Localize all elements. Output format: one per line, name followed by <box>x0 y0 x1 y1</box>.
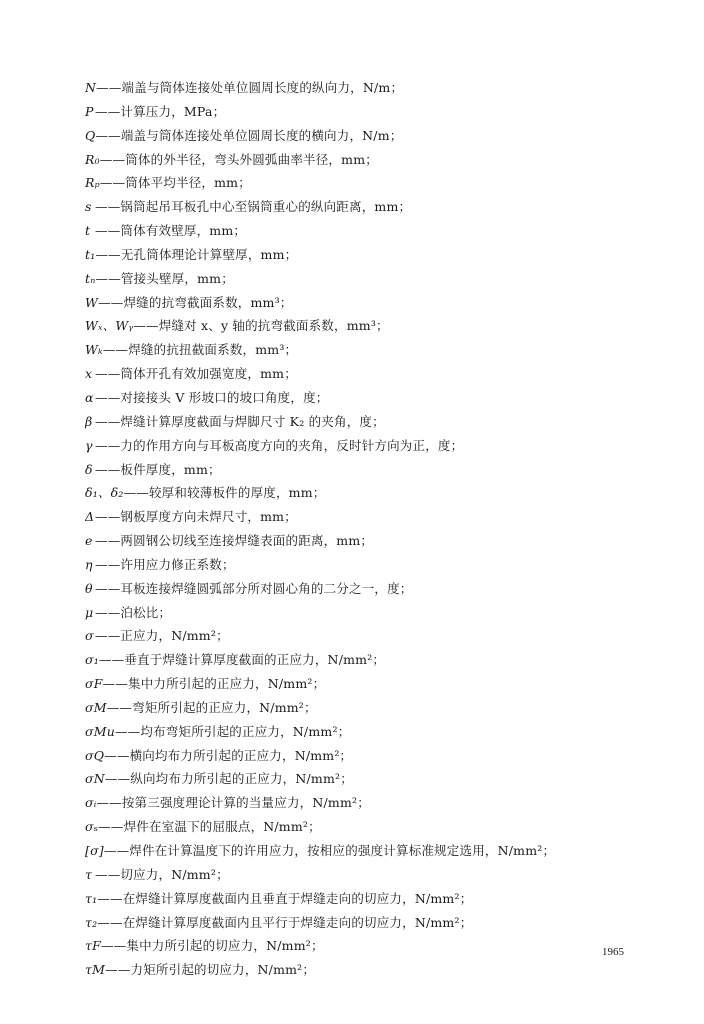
em-dash: —— <box>98 652 125 668</box>
symbol: s <box>85 199 92 215</box>
definition-text: 正应力，N/mm²； <box>120 628 229 644</box>
symbol-definition-row <box>85 815 655 839</box>
symbol-definition-row <box>85 410 655 434</box>
symbol-definition-row <box>85 648 655 672</box>
em-dash: —— <box>106 699 133 715</box>
symbol-definition-row <box>85 291 655 315</box>
em-dash: —— <box>95 389 121 405</box>
symbol: τM <box>85 962 106 978</box>
symbol-definition-row <box>85 434 655 458</box>
symbol-definition-row <box>85 171 655 195</box>
em-dash: —— <box>95 223 121 239</box>
symbol-definition-row <box>85 195 655 219</box>
definition-text: 端盖与筒体连接处单位圆周长度的横向力，N/m； <box>120 127 403 143</box>
symbol: σᵢ <box>85 795 97 811</box>
em-dash: —— <box>96 795 122 811</box>
symbol-definition-row <box>85 219 655 243</box>
em-dash: —— <box>133 318 159 334</box>
definition-text: 无孔筒体理论计算壁厚，mm； <box>120 246 298 262</box>
em-dash: —— <box>95 556 121 572</box>
symbol: t₁ <box>85 246 96 262</box>
symbol: θ <box>85 580 93 596</box>
symbol: τ <box>85 866 93 882</box>
definition-text: 焊缝的抗弯截面系数，mm³； <box>123 294 293 310</box>
symbol-definition-row <box>85 553 655 577</box>
definition-text: 锅筒起吊耳板孔中心至锅筒重心的纵向距离，mm； <box>120 199 412 215</box>
symbol: [σ] <box>85 843 104 858</box>
em-dash: —— <box>95 604 121 620</box>
em-dash: —— <box>95 437 121 453</box>
definition-text: 计算压力，MPa； <box>120 103 226 119</box>
definition-text: 均布弯矩所引起的正应力，N/mm²； <box>140 723 351 739</box>
em-dash: —— <box>97 914 123 930</box>
em-dash: —— <box>95 628 121 644</box>
symbol-definition-row <box>85 601 655 625</box>
em-dash: —— <box>102 342 129 358</box>
symbol-definition-row <box>85 744 655 768</box>
em-dash: —— <box>95 127 121 143</box>
definition-text: 筒体的外半径，弯头外圆弧曲率半径，mm； <box>125 151 378 167</box>
symbol-definition-row <box>85 362 655 386</box>
em-dash: —— <box>95 413 121 429</box>
symbol: Q <box>85 127 96 143</box>
symbol: σQ <box>85 747 105 763</box>
em-dash: —— <box>104 771 131 787</box>
symbol: t <box>85 223 91 239</box>
symbol-definition-row <box>85 76 655 100</box>
symbol: N <box>85 80 97 95</box>
em-dash: —— <box>102 676 129 692</box>
em-dash: —— <box>95 270 121 286</box>
symbol: e <box>85 533 93 549</box>
symbol-definition-row <box>85 863 655 887</box>
definition-text: 横向均布力所引起的正应力，N/mm²； <box>129 747 353 763</box>
definition-text: 对接接头 V 形坡口的坡口角度，度； <box>120 389 329 405</box>
page-number: 1965 <box>602 946 624 958</box>
symbol-definition-row <box>85 767 655 791</box>
em-dash: —— <box>95 199 121 215</box>
definition-text: 在焊缝计算厚度截面内且平行于焊缝走向的切应力，N/mm²； <box>122 914 473 930</box>
symbol: tₙ <box>85 270 96 286</box>
em-dash: —— <box>98 294 124 310</box>
symbol: σ₁ <box>85 652 99 668</box>
symbol: R₀ <box>85 151 100 167</box>
definition-text: 焊缝对 x、y 轴的抗弯截面系数，mm³； <box>158 318 389 334</box>
em-dash: —— <box>101 938 127 954</box>
symbol: τF <box>85 938 101 954</box>
definition-text: 弯矩所引起的正应力，N/mm²； <box>132 699 317 715</box>
definition-text: 在焊缝计算厚度截面内且垂直于焊缝走向的切应力，N/mm²； <box>122 890 473 906</box>
em-dash: —— <box>95 461 121 477</box>
definition-text: 力的作用方向与耳板高度方向的夹角，反时针方向为正，度； <box>120 437 464 453</box>
definition-text: 力矩所引起的切应力，N/mm²； <box>130 962 316 978</box>
symbol: σN <box>85 771 105 787</box>
symbol: σF <box>85 676 103 692</box>
symbol-definition-row <box>85 887 655 911</box>
symbol-definition-row <box>85 696 655 720</box>
definition-text: 集中力所引起的切应力，N/mm²； <box>126 938 324 954</box>
symbol: τ₂ <box>85 914 98 930</box>
symbol-definition-row <box>85 505 655 529</box>
symbol-definition-row <box>85 148 655 172</box>
definition-text: 两圆钢公切线至连接焊缝表面的距离，mm； <box>120 533 374 549</box>
em-dash: —— <box>105 962 131 978</box>
definition-text: 板件厚度，mm； <box>120 461 221 477</box>
definition-text: 筒体有效壁厚，mm； <box>120 223 247 239</box>
definition-text: 泊松比； <box>120 604 172 620</box>
em-dash: —— <box>96 80 122 95</box>
symbol-definition-row <box>85 958 655 982</box>
definition-text: 耳板连接焊缝圆弧部分所对圆心角的二分之一，度； <box>120 580 413 596</box>
symbol-list <box>85 76 655 982</box>
em-dash: —— <box>95 533 121 549</box>
symbol: δ <box>85 461 93 477</box>
symbol-definition-row <box>85 314 655 338</box>
em-dash: —— <box>95 246 121 262</box>
symbol-definition-row <box>85 386 655 410</box>
symbol: β <box>85 413 93 429</box>
em-dash: —— <box>98 819 124 835</box>
definition-text: 垂直于焊缝计算厚度截面的正应力，N/mm²； <box>124 652 386 668</box>
symbol: η <box>85 556 93 572</box>
definition-text: 焊件在室温下的屈服点，N/mm²； <box>123 819 321 835</box>
definition-text: 焊缝的抗扭截面系数，mm³； <box>128 342 298 358</box>
symbol: σₛ <box>85 819 99 835</box>
symbol-definition-row <box>85 791 655 815</box>
symbol: Wₖ <box>85 342 103 358</box>
symbol: α <box>85 389 94 405</box>
definition-text: 集中力所引起的正应力，N/mm²； <box>128 676 326 692</box>
definition-text: 焊缝计算厚度截面与焊脚尺寸 K₂ 的夹角，度； <box>120 413 385 429</box>
em-dash: —— <box>99 151 126 167</box>
definition-text: 焊件在计算温度下的许用应力，按相应的强度计算标准规定选用，N/mm²； <box>129 843 556 858</box>
symbol-definition-row <box>85 577 655 601</box>
symbol: x <box>85 366 93 382</box>
symbol-definition-row <box>85 911 655 935</box>
symbol: δ₁、δ₂ <box>85 485 124 501</box>
em-dash: —— <box>95 509 121 525</box>
symbol-definition-row <box>85 529 655 553</box>
em-dash: —— <box>95 580 121 596</box>
em-dash: —— <box>99 175 126 191</box>
symbol-definition-row <box>85 267 655 291</box>
symbol-definition-row <box>85 458 655 482</box>
symbol: σMu <box>85 723 115 739</box>
definition-text: 较厚和较薄板件的厚度，mm； <box>148 485 326 501</box>
definition-text: 钢板厚度方向未焊尺寸，mm； <box>120 509 297 525</box>
symbol-definition-row <box>85 672 655 696</box>
em-dash: —— <box>103 843 130 858</box>
symbol-definition-row <box>85 934 655 958</box>
em-dash: —— <box>104 747 130 763</box>
symbol-definition-row <box>85 481 655 505</box>
symbol: Δ <box>85 509 95 525</box>
definition-text: 许用应力修正系数； <box>120 556 235 572</box>
symbol-definition-row <box>85 243 655 267</box>
definition-text: 筒体平均半径，mm； <box>125 175 251 191</box>
definition-text: 切应力，N/mm²； <box>120 866 229 882</box>
definition-text: 端盖与筒体连接处单位圆周长度的纵向力，N/m； <box>121 80 404 95</box>
symbol-definition-row <box>85 124 655 148</box>
symbol: Rₚ <box>85 175 100 191</box>
definition-text: 筒体开孔有效加强宽度，mm； <box>120 366 297 382</box>
em-dash: —— <box>95 866 121 882</box>
em-dash: —— <box>95 103 121 119</box>
symbol: σM <box>85 699 107 715</box>
symbol: Wₓ、Wᵧ <box>85 318 134 334</box>
symbol: W <box>85 294 99 310</box>
em-dash: —— <box>97 890 123 906</box>
symbol-definition-row <box>85 338 655 362</box>
symbol: τ₁ <box>85 890 98 906</box>
em-dash: —— <box>123 485 149 501</box>
definition-text: 管接头壁厚，mm； <box>120 270 234 286</box>
symbol-definition-row <box>85 720 655 744</box>
symbol: γ <box>85 437 93 453</box>
definition-text: 按第三强度理论计算的当量应力，N/mm²； <box>121 795 370 811</box>
symbol-definition-row <box>85 100 655 124</box>
symbol: μ <box>85 604 94 620</box>
symbol-definition-row <box>85 839 655 863</box>
definition-text: 纵向均布力所引起的正应力，N/mm²； <box>130 771 353 787</box>
em-dash: —— <box>95 366 121 382</box>
symbol: P <box>85 103 94 119</box>
symbol: σ <box>85 628 94 644</box>
symbol-definition-row <box>85 624 655 648</box>
em-dash: —— <box>114 723 141 739</box>
